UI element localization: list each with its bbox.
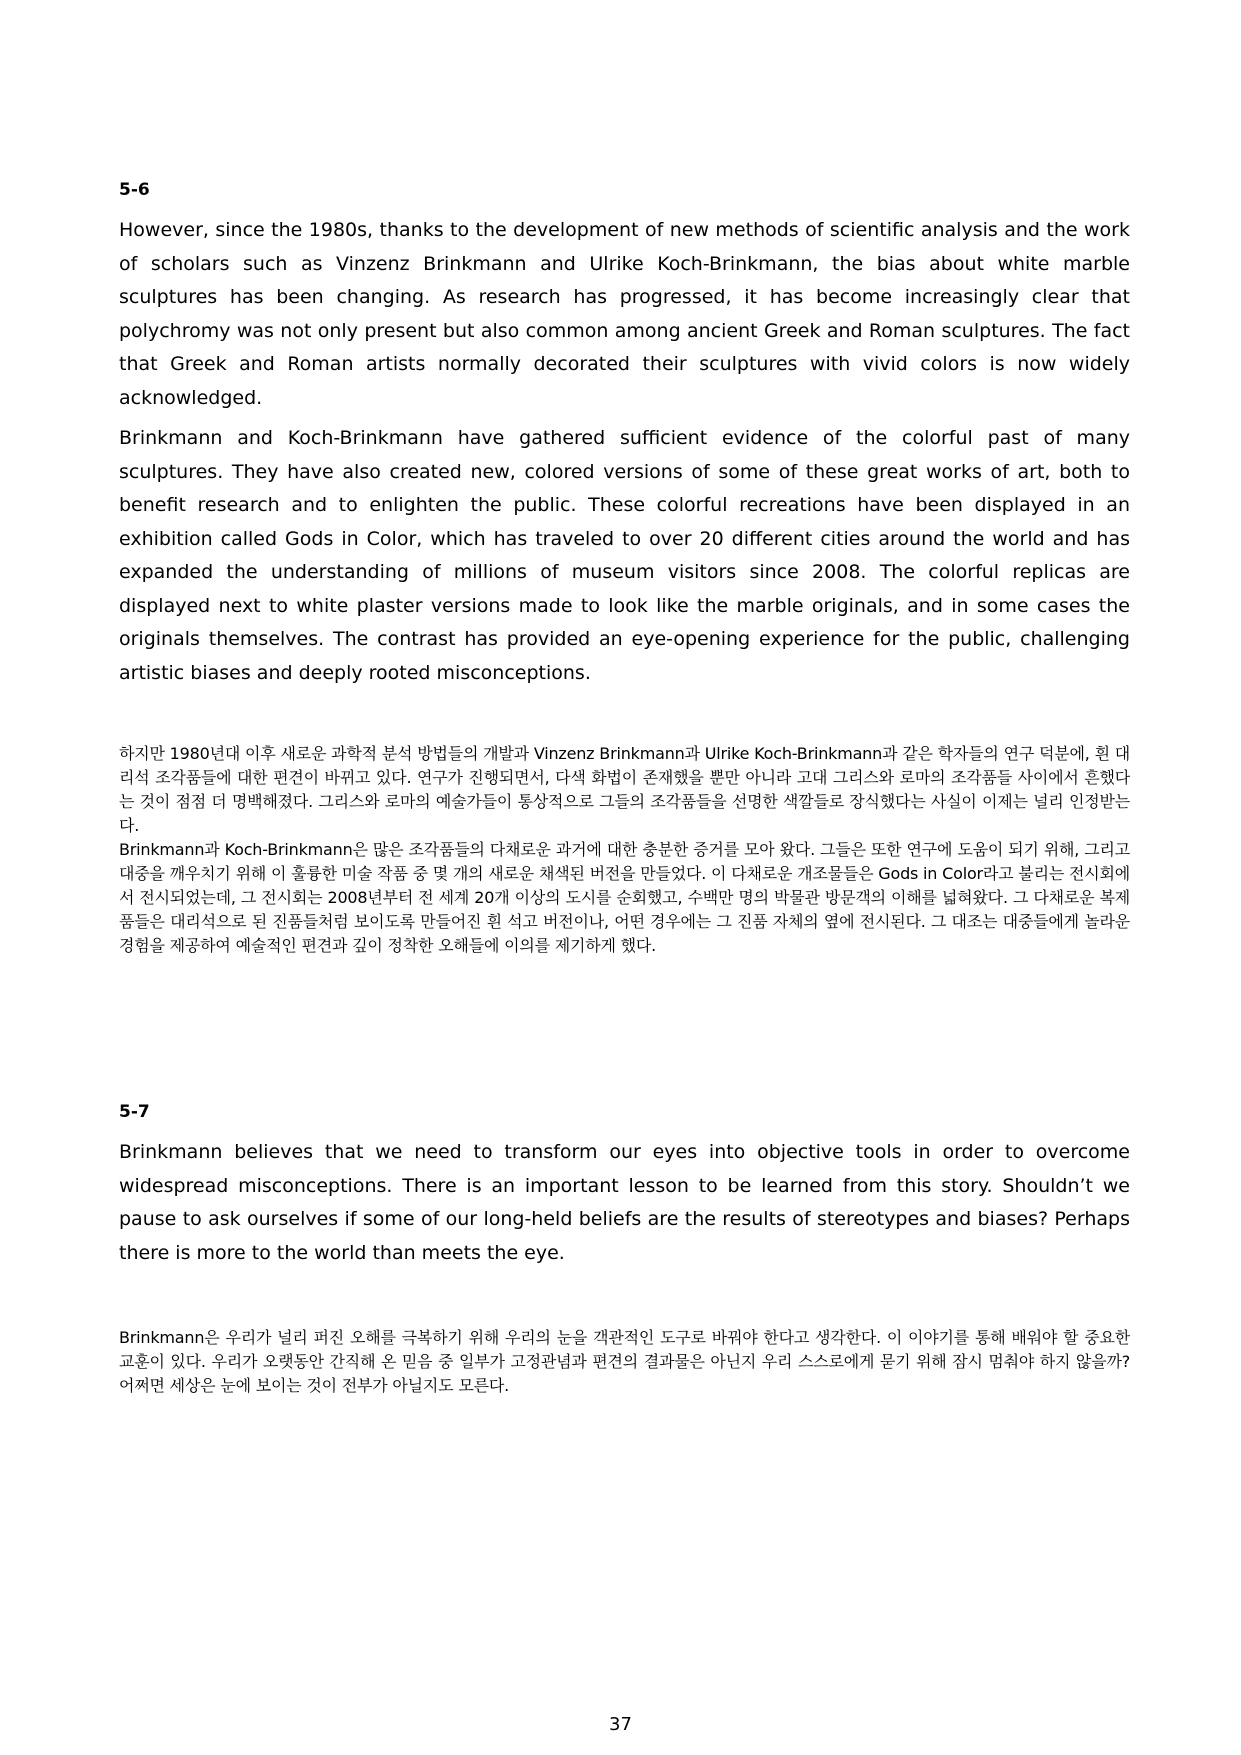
korean-paragraph: 하지만 1980년대 이후 새로운 과학적 분석 방법들의 개발과 Vinzenz Brinkmann과 Ulrike Koch-Brinkmann과 같은 학자들의 연구 덕분에, 흰 대리석 조각품들에 대한 편견이 바뀌고 있다. 연구가 진행되면서, 다색 화법이 존재했을 뿐만 아니라 고대 그리스와 로마의 조각품들 사이에서 흔했다는 것이 점점 더 명백해졌다. 그리스와 로마의 예술가들이 통상적으로 그들의 조각품들을 선명한 색깔들로 장식했다는 사실이 이제는 널리 인정받는다. [119, 744, 1130, 835]
section-5-7-korean [119, 1326, 1130, 1398]
english-paragraph: Brinkmann believes that we need to transform our eyes into objective tools in order to overcome widespread misconceptions. There is an important lesson to be learned from this story. Shouldn’t we pause to ask ourselves if some of our long-held beliefs are the results of stereotypes and biases? Perhaps there is more to the world than meets the eye. [119, 1141, 1130, 1264]
english-paragraph: However, since the 1980s, thanks to the development of new methods of scientific analysis and the work of scholars such as Vinzenz Brinkmann and Ulrike Koch-Brinkmann, the bias about white marble sculptures has been changing. As research has progressed, it has become increasingly clear that polychromy was not only present but also common among ancient Greek and Roman sculptures. The fact that Greek and Roman artists normally decorated their sculptures with vivid colors is now widely acknowledged. [119, 219, 1130, 409]
section-5-7 [119, 1101, 1130, 1123]
section-5-6-korean [119, 742, 1130, 958]
section-heading: 5-7 [119, 1102, 150, 1122]
section-5-6 [119, 179, 1130, 201]
page-number: 37 [609, 1714, 632, 1735]
english-paragraph: Brinkmann and Koch-Brinkmann have gathered sufficient evidence of the colorful past of many sculptures. They have also created new, colored versions of some of these great works of art, both to benefit research and to enlighten the public. These colorful recreations have been displayed in an exhibition called Gods in Color, which has traveled to over 20 different cities around the world and has expanded the understanding of millions of museum visitors since 2008. The colorful replicas are displayed next to white plaster versions made to look like the marble originals, and in some cases the originals themselves. The contrast has provided an eye-opening experience for the public, challenging artistic biases and deeply rooted misconceptions. [119, 427, 1130, 684]
section-5-6-english [119, 214, 1130, 690]
section-heading: 5-6 [119, 180, 150, 200]
korean-paragraph: Brinkmann은 우리가 널리 퍼진 오해를 극복하기 위해 우리의 눈을 객관적인 도구로 바꿔야 한다고 생각한다. 이 이야기를 통해 배워야 할 중요한 교훈이 있다. 우리가 오랫동안 간직해 온 믿음 중 일부가 고정관념과 편견의 결과물은 아닌지 우리 스스로에게 묻기 위해 잠시 멈춰야 하지 않을까? 어쩌면 세상은 눈에 보이는 것이 전부가 아닐지도 모른다. [119, 1328, 1130, 1395]
korean-paragraph: Brinkmann과 Koch-Brinkmann은 많은 조각품들의 다채로운 과거에 대한 충분한 증거를 모아 왔다. 그들은 또한 연구에 도움이 되기 위해, 그리고 대중을 깨우치기 위해 이 훌륭한 미술 작품 중 몇 개의 새로운 채색된 버전을 만들었다. 이 다채로운 개조물들은 Gods in Color라고 불리는 전시회에서 전시되었는데, 그 전시회는 2008년부터 전 세계 20개 이상의 도시를 순회했고, 수백만 명의 박물관 방문객의 이해를 넓혀왔다. 그 다채로운 복제품들은 대리석으로 된 진품들처럼 보이도록 만들어진 흰 석고 버전이나, 어떤 경우에는 그 진품 자체의 옆에 전시된다. 그 대조는 대중들에게 놀라운 경험을 제공하여 예술적인 편견과 깊이 정착한 오해들에 이의를 제기하게 했다. [119, 840, 1130, 955]
section-5-7-english [119, 1136, 1130, 1270]
